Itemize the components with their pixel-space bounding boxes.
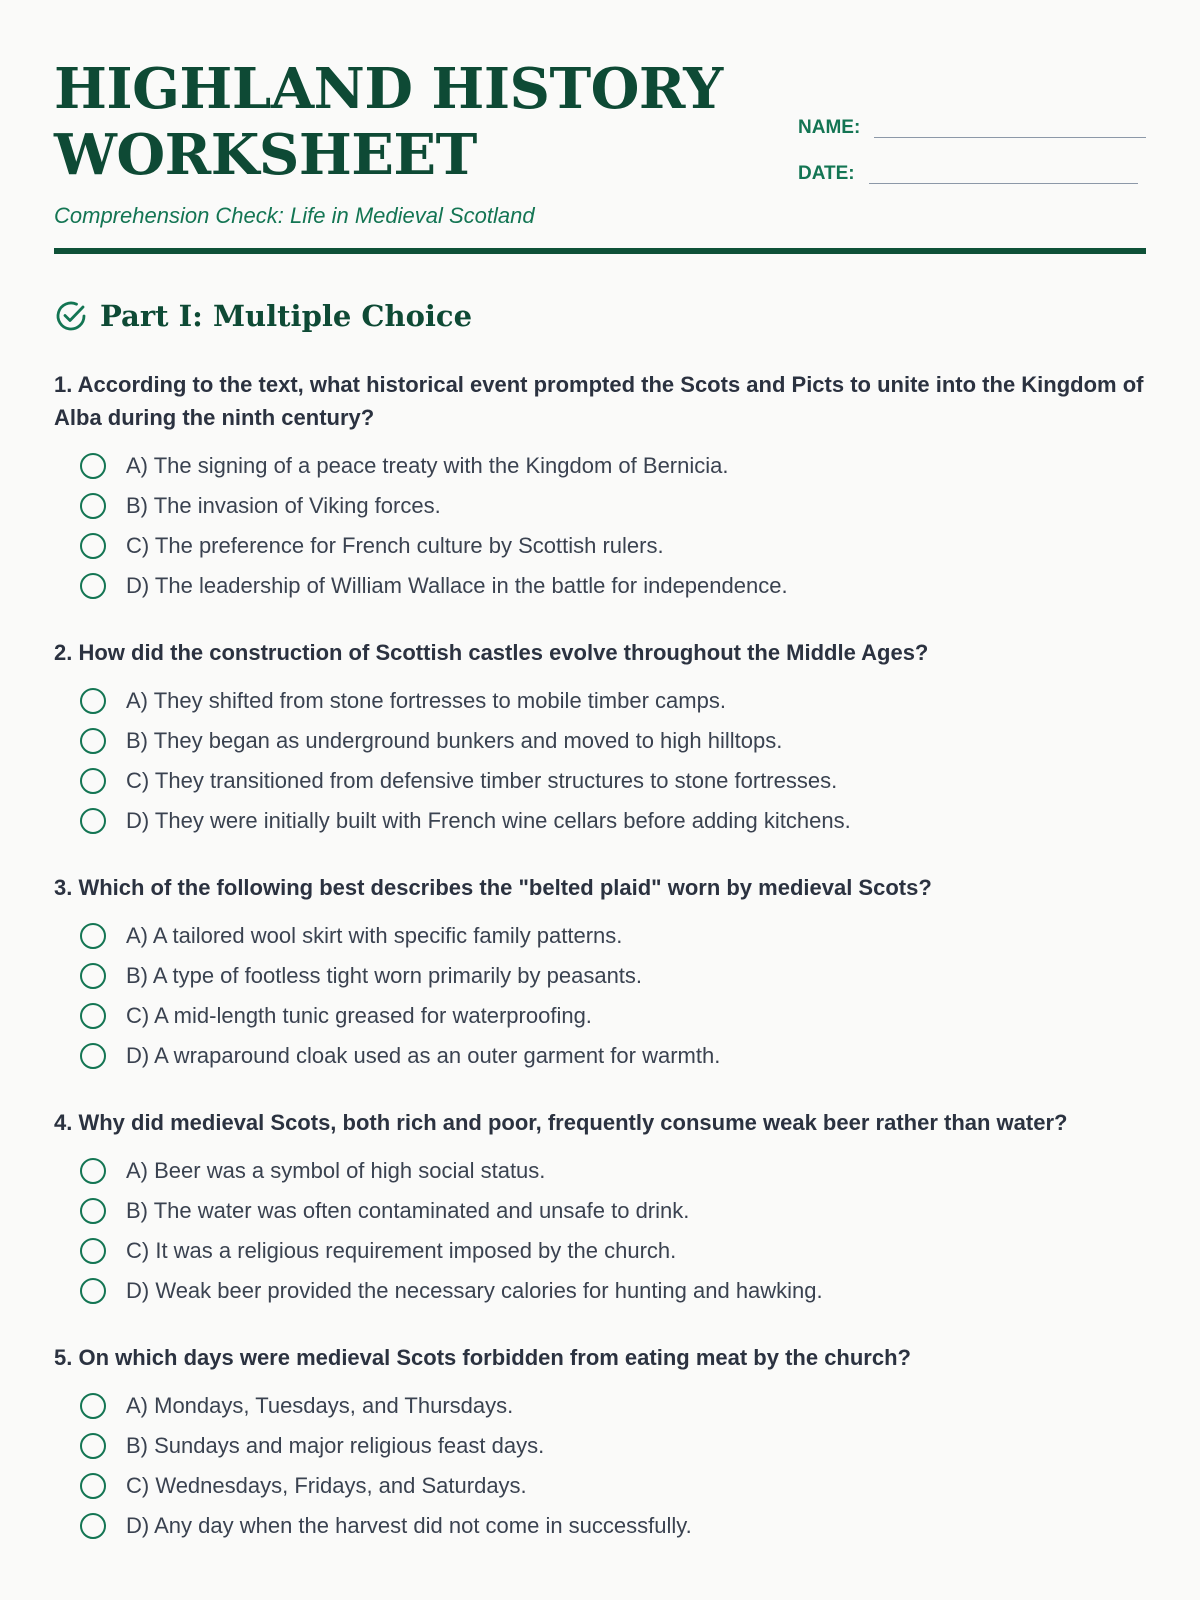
answer-options [54, 1386, 1146, 1546]
question-text: 2. How did the construction of Scottish castles evolve throughout the Middle Ages? [54, 640, 929, 665]
answer-option-label: A) Beer was a symbol of high social status. [126, 1158, 546, 1183]
answer-option[interactable] [54, 956, 1146, 996]
radio-button[interactable] [80, 1278, 106, 1304]
radio-button[interactable] [80, 1433, 106, 1459]
answer-option[interactable] [54, 1191, 1146, 1231]
answer-option[interactable] [54, 721, 1146, 761]
radio-button[interactable] [80, 1158, 106, 1184]
answer-option-label: C) Wednesdays, Fridays, and Saturdays. [126, 1473, 527, 1498]
title-line-1: HIGHLAND HISTORY [54, 56, 723, 122]
radio-button[interactable] [80, 1393, 106, 1419]
answer-option[interactable] [54, 1386, 1146, 1426]
answer-option[interactable] [54, 486, 1146, 526]
name-field-row [798, 108, 1146, 138]
answer-option-label: C) They transitioned from defensive timber structures to stone fortresses. [126, 768, 838, 793]
check-circle-icon [54, 299, 88, 333]
date-field[interactable] [869, 156, 1138, 184]
answer-option[interactable] [54, 681, 1146, 721]
question-list [54, 368, 1146, 1546]
answer-option-label: B) The invasion of Viking forces. [126, 493, 441, 518]
radio-button[interactable] [80, 808, 106, 834]
question-4 [54, 1106, 1146, 1311]
answer-option[interactable] [54, 1231, 1146, 1271]
page-subtitle: Comprehension Check: Life in Medieval Scotland [54, 203, 535, 228]
question-text: 3. Which of the following best describes the "belted plaid" worn by medieval Scots? [54, 875, 932, 900]
question-3 [54, 871, 1146, 1076]
answer-options [54, 681, 1146, 841]
answer-option-label: B) Sundays and major religious feast days. [126, 1433, 545, 1458]
radio-button[interactable] [80, 1003, 106, 1029]
section-title: Part I: Multiple Choice [100, 299, 473, 333]
answer-option-label: A) Mondays, Tuesdays, and Thursdays. [126, 1393, 514, 1418]
question-text: 4. Why did medieval Scots, both rich and poor, frequently consume weak beer rather than water? [54, 1110, 1068, 1135]
answer-option[interactable] [54, 761, 1146, 801]
answer-option-label: B) They began as underground bunkers and moved to high hilltops. [126, 728, 783, 753]
answer-option[interactable] [54, 526, 1146, 566]
answer-option[interactable] [54, 566, 1146, 606]
answer-option-label: D) Any day when the harvest did not come in successfully. [126, 1513, 692, 1538]
radio-button[interactable] [80, 573, 106, 599]
question-1 [54, 368, 1146, 606]
date-field-row [798, 154, 1146, 184]
page-title [54, 56, 734, 188]
radio-button[interactable] [80, 688, 106, 714]
answer-option-label: D) The leadership of William Wallace in the battle for independence. [126, 573, 788, 598]
answer-option-label: C) It was a religious requirement imposed by the church. [126, 1238, 677, 1263]
answer-option[interactable] [54, 916, 1146, 956]
student-fields [798, 108, 1146, 200]
title-line-2: WORKSHEET [54, 122, 477, 188]
question-text: 5. On which days were medieval Scots forbidden from eating meat by the church? [54, 1345, 911, 1370]
question-5 [54, 1341, 1146, 1546]
name-label: NAME: [798, 117, 861, 138]
answer-option-label: A) A tailored wool skirt with specific family patterns. [126, 923, 623, 948]
answer-option-label: B) The water was often contaminated and unsafe to drink. [126, 1198, 690, 1223]
answer-option[interactable] [54, 1271, 1146, 1311]
answer-options [54, 1151, 1146, 1311]
name-field[interactable] [874, 110, 1146, 138]
radio-button[interactable] [80, 1238, 106, 1264]
answer-option[interactable] [54, 1506, 1146, 1546]
answer-options [54, 446, 1146, 606]
question-2 [54, 636, 1146, 841]
answer-option-label: C) The preference for French culture by Scottish rulers. [126, 533, 664, 558]
answer-option[interactable] [54, 446, 1146, 486]
answer-option[interactable] [54, 1466, 1146, 1506]
radio-button[interactable] [80, 923, 106, 949]
answer-option[interactable] [54, 1036, 1146, 1076]
date-label: DATE: [798, 163, 855, 184]
question-text: 1. According to the text, what historical event prompted the Scots and Picts to unite into the Kingdom of Alba during the ninth century? [54, 372, 1144, 430]
answer-option[interactable] [54, 801, 1146, 841]
radio-button[interactable] [80, 728, 106, 754]
section-heading [54, 298, 1146, 334]
radio-button[interactable] [80, 453, 106, 479]
answer-option[interactable] [54, 1426, 1146, 1466]
answer-option[interactable] [54, 996, 1146, 1036]
radio-button[interactable] [80, 493, 106, 519]
answer-options [54, 916, 1146, 1076]
radio-button[interactable] [80, 1473, 106, 1499]
answer-option[interactable] [54, 1151, 1146, 1191]
answer-option-label: A) The signing of a peace treaty with the Kingdom of Bernicia. [126, 453, 729, 478]
radio-button[interactable] [80, 1513, 106, 1539]
radio-button[interactable] [80, 963, 106, 989]
worksheet-header [54, 0, 1146, 254]
answer-option-label: B) A type of footless tight worn primarily by peasants. [126, 963, 643, 988]
radio-button[interactable] [80, 1198, 106, 1224]
radio-button[interactable] [80, 768, 106, 794]
answer-option-label: D) A wraparound cloak used as an outer garment for warmth. [126, 1043, 721, 1068]
radio-button[interactable] [80, 533, 106, 559]
answer-option-label: A) They shifted from stone fortresses to mobile timber camps. [126, 688, 726, 713]
answer-option-label: D) Weak beer provided the necessary calories for hunting and hawking. [126, 1278, 823, 1303]
radio-button[interactable] [80, 1043, 106, 1069]
answer-option-label: D) They were initially built with French wine cellars before adding kitchens. [126, 808, 851, 833]
answer-option-label: C) A mid-length tunic greased for waterproofing. [126, 1003, 592, 1028]
